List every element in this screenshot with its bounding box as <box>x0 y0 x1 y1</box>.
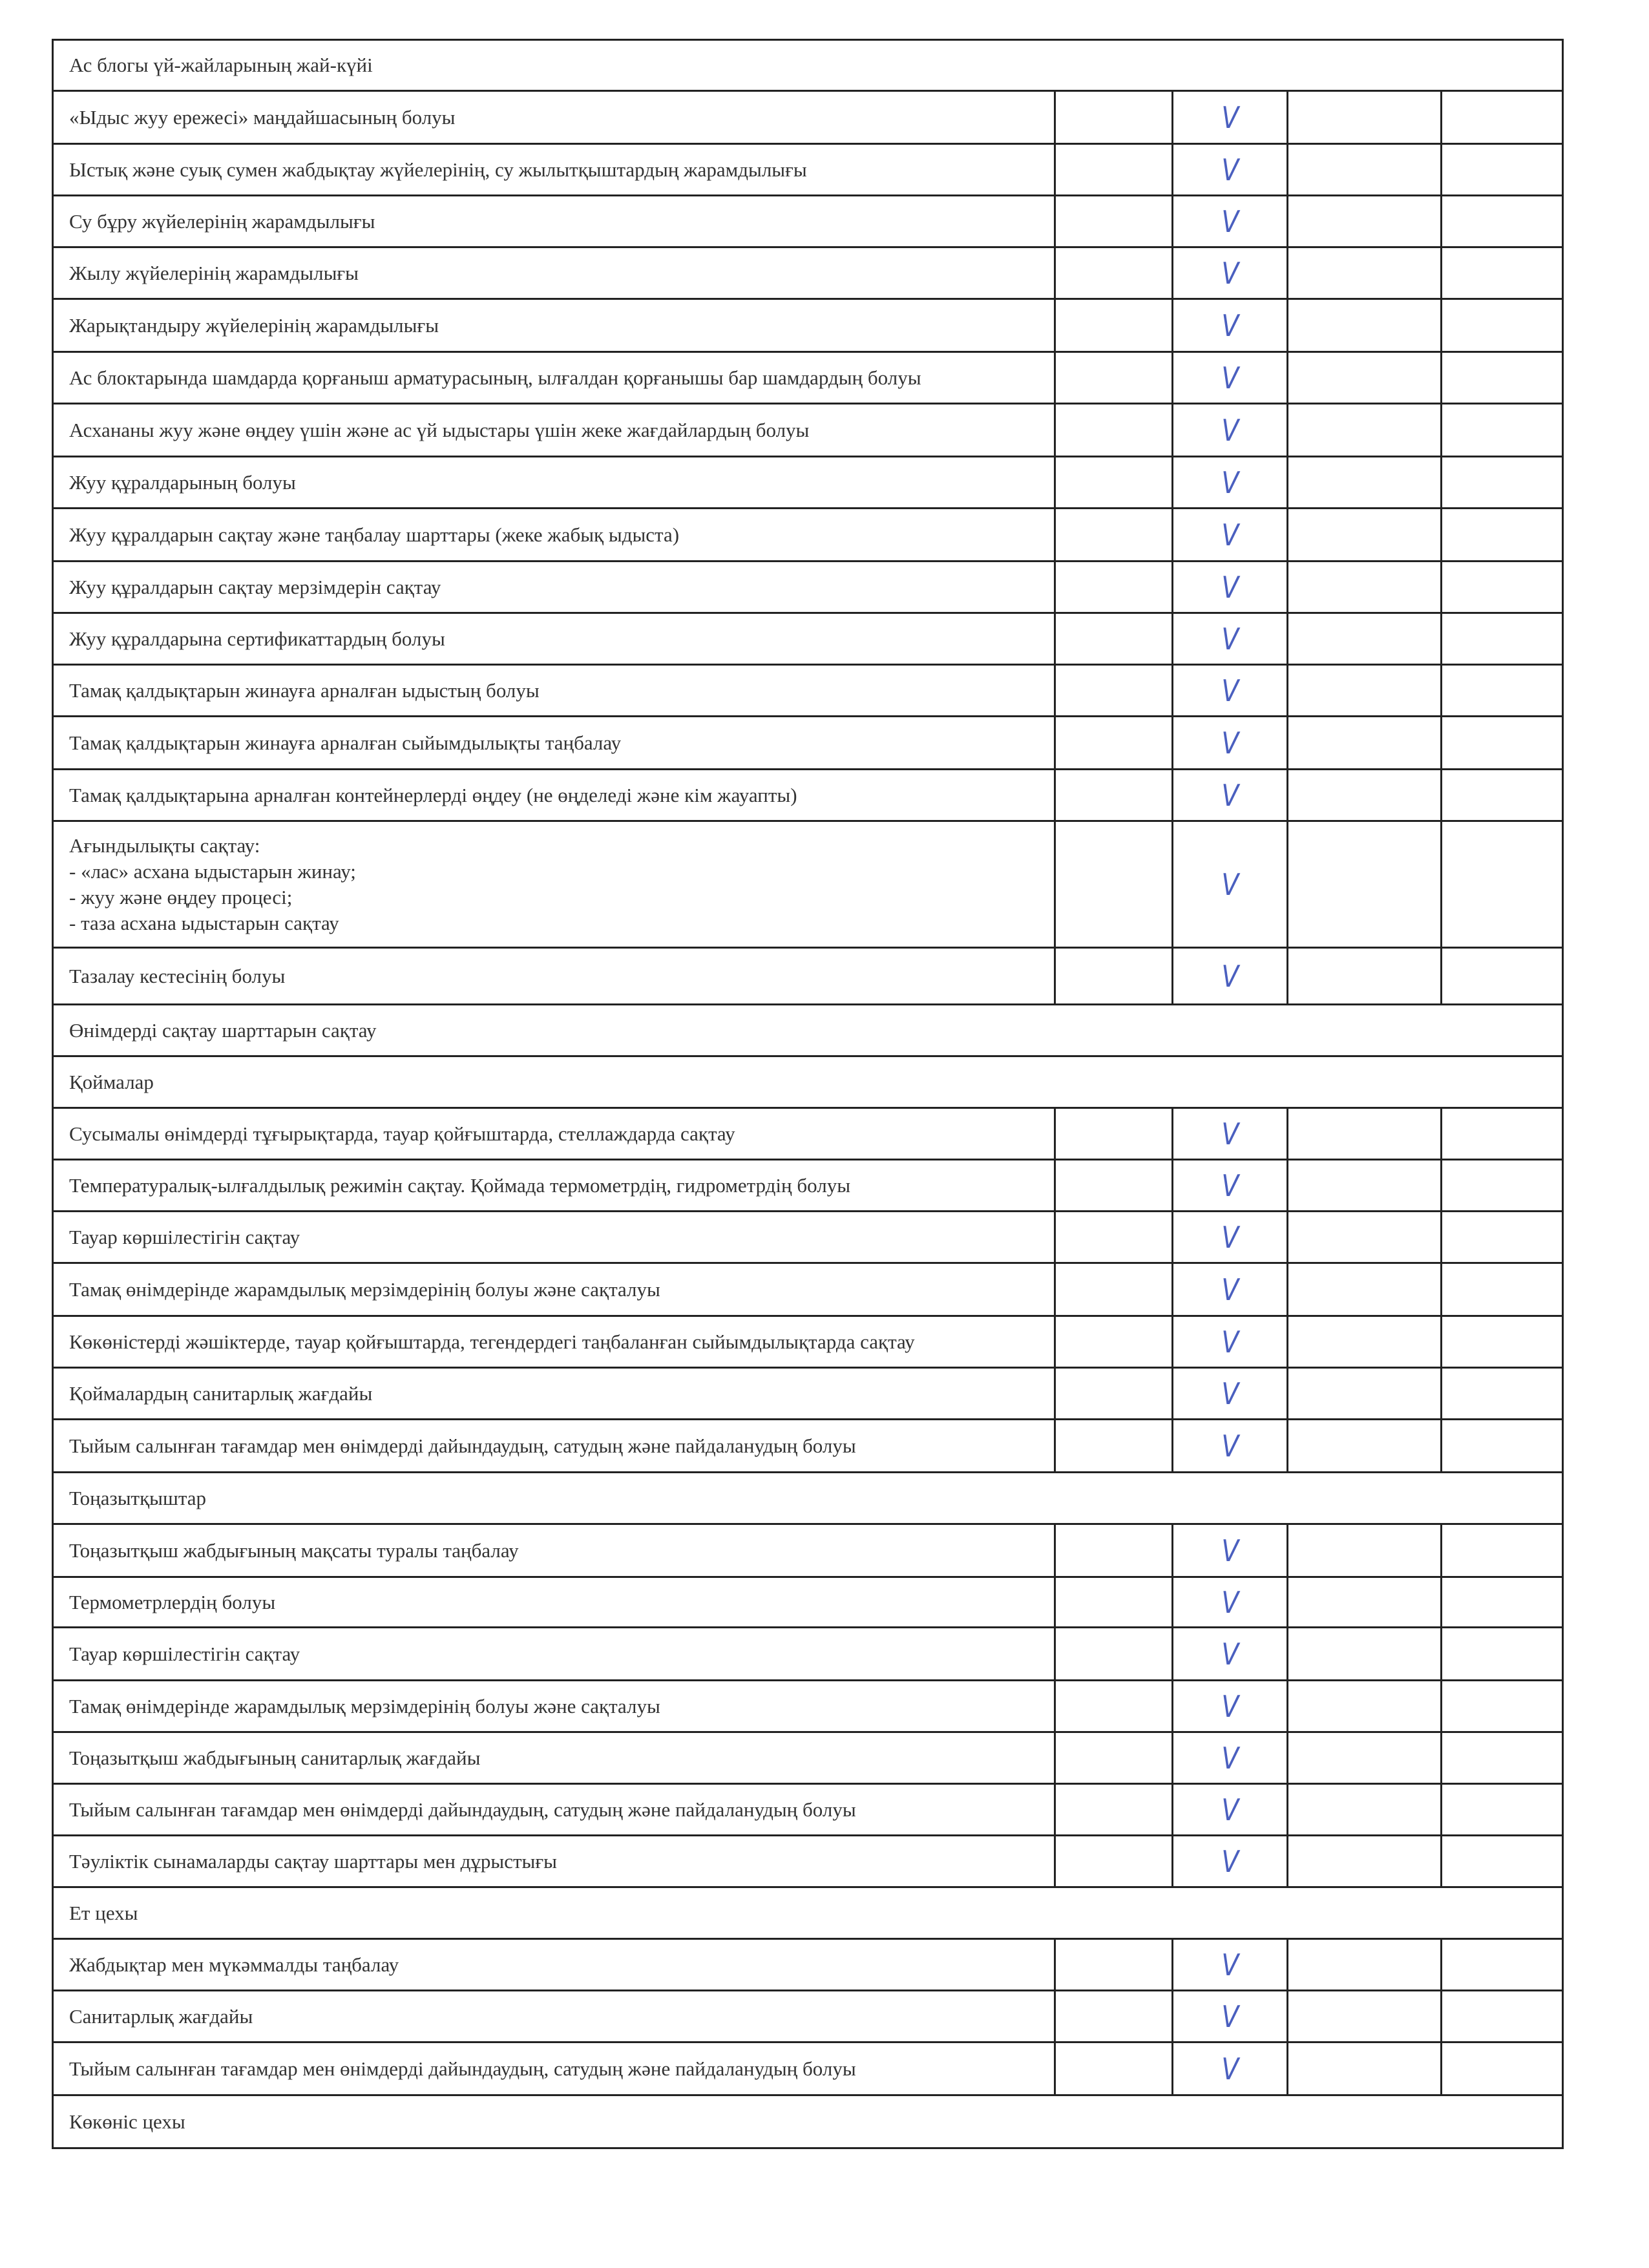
yes-cell <box>1171 300 1287 351</box>
check-mark-icon: V <box>1221 204 1239 239</box>
no-cell <box>1054 196 1171 246</box>
not-applicable-cell <box>1287 822 1440 947</box>
check-mark-icon: V <box>1221 1947 1239 1982</box>
not-applicable-cell <box>1287 145 1440 194</box>
notes-cell <box>1440 196 1562 246</box>
notes-cell <box>1440 1420 1562 1471</box>
checklist-row <box>52 1212 1564 1264</box>
notes-cell <box>1440 822 1562 947</box>
no-cell <box>1054 2043 1171 2094</box>
no-cell <box>1054 509 1171 560</box>
yes-cell <box>1171 2043 1287 2094</box>
notes-cell <box>1440 92 1562 143</box>
criterion-text: Жылу жүйелерінің жарамдылығы <box>69 261 359 284</box>
yes-cell <box>1171 822 1287 947</box>
criterion-text: Жабдықтар мен мүкәммалды таңбалау <box>69 1953 399 1976</box>
not-applicable-cell <box>1287 1160 1440 1210</box>
no-cell <box>1054 404 1171 456</box>
checklist-row <box>52 1836 1564 1888</box>
not-applicable-cell <box>1287 717 1440 768</box>
checklist-row <box>52 353 1564 404</box>
yes-cell <box>1171 949 1287 1003</box>
no-cell <box>1054 1733 1171 1783</box>
check-mark-icon: V <box>1221 255 1239 291</box>
criterion-text: Сусымалы өнімдерді тұғырықтарда, тауар қойғыштарда, стеллаждарда сақтау <box>69 1122 735 1145</box>
yes-cell <box>1171 248 1287 298</box>
check-mark-icon: V <box>1221 777 1239 813</box>
check-mark-icon: V <box>1221 1116 1239 1151</box>
check-mark-icon: V <box>1221 1792 1239 1827</box>
check-mark-icon: V <box>1221 152 1239 187</box>
check-mark-icon: V <box>1221 1843 1239 1879</box>
yes-cell <box>1171 1628 1287 1679</box>
criterion-text: Тамақ қалдықтарын жинауға арналған сыйымдылықты таңбалау <box>69 731 622 754</box>
criterion-text: Тамақ қалдықтарына арналған контейнерлерді өңдеу (не өңделеді және кім жауапты) <box>69 783 797 806</box>
notes-cell <box>1440 1681 1562 1731</box>
criterion-text: Тыйым салынған тағамдар мен өнімдерді дайындаудың, сатудың және пайдаланудың болуы <box>69 1434 856 1457</box>
checklist-row <box>52 2043 1564 2096</box>
check-mark-icon: V <box>1221 412 1239 448</box>
check-mark-icon: V <box>1221 360 1239 395</box>
criterion-text: Тәуліктік сынамаларды сақтау шарттары мен дұрыстығы <box>69 1849 557 1873</box>
section-title: Қоймалар <box>69 1070 154 1093</box>
yes-cell <box>1171 1940 1287 1990</box>
check-mark-icon: V <box>1221 569 1239 605</box>
no-cell <box>1054 300 1171 351</box>
criterion-text: Тоңазытқыш жабдығының санитарлық жағдайы <box>69 1746 481 1769</box>
yes-cell <box>1171 1109 1287 1159</box>
not-applicable-cell <box>1287 1212 1440 1262</box>
checklist-row <box>52 614 1564 666</box>
no-cell <box>1054 1836 1171 1886</box>
section-header-row <box>52 1888 1564 1940</box>
no-cell <box>1054 666 1171 715</box>
checklist-row <box>52 300 1564 353</box>
notes-cell <box>1440 404 1562 456</box>
notes-cell <box>1440 1525 1562 1576</box>
criterion-text: Ағындылықты сақтау: - «лас» асхана ыдыстарын жинау; - жуу және өңдеу процесі; - таза асхана ыдыстарын сақтау <box>69 834 356 934</box>
criterion-text: Тоңазытқыш жабдығының мақсаты туралы таңбалау <box>69 1538 519 1562</box>
not-applicable-cell <box>1287 300 1440 351</box>
notes-cell <box>1440 1317 1562 1367</box>
section-header-row <box>52 1057 1564 1109</box>
not-applicable-cell <box>1287 457 1440 507</box>
yes-cell <box>1171 1264 1287 1315</box>
checklist-row <box>52 1681 1564 1733</box>
criterion-text: Асхананы жуу және өңдеу үшін және ас үй ыдыстары үшін жеке жағдайлардың болуы <box>69 418 810 441</box>
criterion-text: Тауар көршілестігін сақтау <box>69 1642 300 1665</box>
no-cell <box>1054 1681 1171 1731</box>
yes-cell <box>1171 1212 1287 1262</box>
yes-cell <box>1171 404 1287 456</box>
checklist-row <box>52 1628 1564 1681</box>
criterion-text: Ыстық және суық сумен жабдықтау жүйелерінің, су жылытқыштардың жарамдылығы <box>69 158 807 181</box>
no-cell <box>1054 353 1171 403</box>
notes-cell <box>1440 717 1562 768</box>
criterion-text: Тыйым салынған тағамдар мен өнімдерді дайындаудың, сатудың және пайдаланудың болуы <box>69 1798 856 1821</box>
check-mark-icon: V <box>1221 673 1239 708</box>
not-applicable-cell <box>1287 1264 1440 1315</box>
notes-cell <box>1440 509 1562 560</box>
checklist-row <box>52 1160 1564 1212</box>
notes-cell <box>1440 1160 1562 1210</box>
checklist-row <box>52 1578 1564 1628</box>
checklist-row <box>52 562 1564 614</box>
yes-cell <box>1171 1420 1287 1471</box>
not-applicable-cell <box>1287 562 1440 612</box>
not-applicable-cell <box>1287 770 1440 820</box>
notes-cell <box>1440 1212 1562 1262</box>
not-applicable-cell <box>1287 1578 1440 1626</box>
check-mark-icon: V <box>1221 1999 1239 2034</box>
not-applicable-cell <box>1287 614 1440 664</box>
criterion-text: Көкөністерді жәшіктерде, тауар қойғыштарда, тегендердегі таңбаланған сыйымдылықтарда сақтау <box>69 1330 915 1353</box>
check-mark-icon: V <box>1221 725 1239 761</box>
no-cell <box>1054 1991 1171 2041</box>
section-title: Көкөніс цехы <box>69 2110 185 2133</box>
not-applicable-cell <box>1287 248 1440 298</box>
no-cell <box>1054 457 1171 507</box>
notes-cell <box>1440 562 1562 612</box>
not-applicable-cell <box>1287 1628 1440 1679</box>
not-applicable-cell <box>1287 666 1440 715</box>
criterion-text: Тамақ өнімдерінде жарамдылық мерзімдерінің болуы және сақталуы <box>69 1694 660 1717</box>
notes-cell <box>1440 1369 1562 1418</box>
checklist-row <box>52 248 1564 300</box>
notes-cell <box>1440 145 1562 194</box>
notes-cell <box>1440 353 1562 403</box>
section-header-row <box>52 2096 1564 2149</box>
criterion-text: Жуу құралдарының болуы <box>69 470 296 494</box>
checklist-row <box>52 1991 1564 2043</box>
checklist-row <box>52 1317 1564 1369</box>
notes-cell <box>1440 770 1562 820</box>
checklist-row <box>52 666 1564 717</box>
yes-cell <box>1171 614 1287 664</box>
criterion-text: Температуралық-ылғалдылық режимін сақтау. Қоймада термометрдің, гидрометрдің болуы <box>69 1173 851 1197</box>
notes-cell <box>1440 1785 1562 1834</box>
yes-cell <box>1171 1991 1287 2041</box>
not-applicable-cell <box>1287 1525 1440 1576</box>
yes-cell <box>1171 1578 1287 1626</box>
yes-cell <box>1171 196 1287 246</box>
not-applicable-cell <box>1287 509 1440 560</box>
section-header-row <box>52 39 1564 92</box>
checklist-table <box>52 39 1564 2149</box>
criterion-text: Термометрлердің болуы <box>69 1590 276 1613</box>
checklist-row <box>52 1785 1564 1836</box>
check-mark-icon: V <box>1221 866 1239 902</box>
notes-cell <box>1440 2043 1562 2094</box>
not-applicable-cell <box>1287 196 1440 246</box>
criterion-text: Тамақ қалдықтарын жинауға арналған ыдыстың болуы <box>69 678 540 702</box>
not-applicable-cell <box>1287 949 1440 1003</box>
no-cell <box>1054 1940 1171 1990</box>
yes-cell <box>1171 509 1287 560</box>
yes-cell <box>1171 1785 1287 1834</box>
yes-cell <box>1171 1836 1287 1886</box>
section-title: Тоңазытқыштар <box>69 1486 207 1509</box>
not-applicable-cell <box>1287 1681 1440 1731</box>
checklist-row <box>52 145 1564 196</box>
notes-cell <box>1440 457 1562 507</box>
no-cell <box>1054 1525 1171 1576</box>
notes-cell <box>1440 1991 1562 2041</box>
checklist-row <box>52 717 1564 770</box>
check-mark-icon: V <box>1221 517 1239 552</box>
criterion-text: Ас блоктарында шамдарда қорғаныш арматурасының, ылғалдан қорғанышы бар шамдардың болуы <box>69 366 921 389</box>
yes-cell <box>1171 1317 1287 1367</box>
criterion-text: Жуу құралдарын сақтау мерзімдерін сақтау <box>69 575 441 598</box>
notes-cell <box>1440 1264 1562 1315</box>
no-cell <box>1054 949 1171 1003</box>
no-cell <box>1054 1160 1171 1210</box>
not-applicable-cell <box>1287 1420 1440 1471</box>
yes-cell <box>1171 145 1287 194</box>
checklist-row <box>52 1264 1564 1317</box>
notes-cell <box>1440 949 1562 1003</box>
no-cell <box>1054 717 1171 768</box>
not-applicable-cell <box>1287 1369 1440 1418</box>
yes-cell <box>1171 92 1287 143</box>
notes-cell <box>1440 666 1562 715</box>
criterion-text: «Ыдыс жуу ережесі» маңдайшасының болуы <box>69 105 456 129</box>
yes-cell <box>1171 1369 1287 1418</box>
criterion-text: Тамақ өнімдерінде жарамдылық мерзімдерінің болуы және сақталуы <box>69 1277 660 1301</box>
check-mark-icon: V <box>1221 1376 1239 1411</box>
checklist-row <box>52 822 1564 949</box>
notes-cell <box>1440 300 1562 351</box>
checklist-row <box>52 1733 1564 1785</box>
yes-cell <box>1171 770 1287 820</box>
not-applicable-cell <box>1287 1317 1440 1367</box>
notes-cell <box>1440 1940 1562 1990</box>
notes-cell <box>1440 1109 1562 1159</box>
section-title: Өнімдерді сақтау шарттарын сақтау <box>69 1018 377 1042</box>
checklist-row <box>52 1369 1564 1420</box>
yes-cell <box>1171 1681 1287 1731</box>
check-mark-icon: V <box>1221 1219 1239 1255</box>
not-applicable-cell <box>1287 2043 1440 2094</box>
no-cell <box>1054 1264 1171 1315</box>
notes-cell <box>1440 1836 1562 1886</box>
checklist-row <box>52 1109 1564 1160</box>
not-applicable-cell <box>1287 1109 1440 1159</box>
notes-cell <box>1440 1578 1562 1626</box>
check-mark-icon: V <box>1221 621 1239 656</box>
criterion-text: Тыйым салынған тағамдар мен өнімдерді дайындаудың, сатудың және пайдаланудың болуы <box>69 2057 856 2080</box>
no-cell <box>1054 1420 1171 1471</box>
notes-cell <box>1440 614 1562 664</box>
no-cell <box>1054 145 1171 194</box>
criterion-text: Санитарлық жағдайы <box>69 2004 253 2028</box>
check-mark-icon: V <box>1221 1636 1239 1672</box>
criterion-text: Қоймалардың санитарлық жағдайы <box>69 1381 373 1405</box>
no-cell <box>1054 614 1171 664</box>
checklist-row <box>52 1525 1564 1578</box>
not-applicable-cell <box>1287 92 1440 143</box>
checklist-row <box>52 509 1564 562</box>
not-applicable-cell <box>1287 1836 1440 1886</box>
not-applicable-cell <box>1287 1991 1440 2041</box>
not-applicable-cell <box>1287 1785 1440 1834</box>
no-cell <box>1054 1628 1171 1679</box>
not-applicable-cell <box>1287 353 1440 403</box>
no-cell <box>1054 1109 1171 1159</box>
not-applicable-cell <box>1287 1733 1440 1783</box>
no-cell <box>1054 1369 1171 1418</box>
check-mark-icon: V <box>1221 1584 1239 1620</box>
check-mark-icon: V <box>1221 1740 1239 1776</box>
yes-cell <box>1171 717 1287 768</box>
check-mark-icon: V <box>1221 1533 1239 1568</box>
check-mark-icon: V <box>1221 1324 1239 1360</box>
check-mark-icon: V <box>1221 100 1239 135</box>
no-cell <box>1054 822 1171 947</box>
criterion-text: Жуу құралдарын сақтау және таңбалау шарттары (жеке жабық ыдыста) <box>69 523 680 546</box>
notes-cell <box>1440 1733 1562 1783</box>
not-applicable-cell <box>1287 1940 1440 1990</box>
yes-cell <box>1171 666 1287 715</box>
check-mark-icon: V <box>1221 308 1239 343</box>
criterion-text: Су бұру жүйелерінің жарамдылығы <box>69 209 375 233</box>
checklist-row <box>52 196 1564 248</box>
yes-cell <box>1171 1160 1287 1210</box>
criterion-text: Жарықтандыру жүйелерінің жарамдылығы <box>69 313 439 337</box>
no-cell <box>1054 562 1171 612</box>
yes-cell <box>1171 353 1287 403</box>
no-cell <box>1054 1785 1171 1834</box>
section-title: Ас блогы үй-жайларының жай-күйі <box>69 54 373 76</box>
check-mark-icon: V <box>1221 1272 1239 1307</box>
no-cell <box>1054 770 1171 820</box>
check-mark-icon: V <box>1221 958 1239 994</box>
yes-cell <box>1171 562 1287 612</box>
yes-cell <box>1171 457 1287 507</box>
criterion-text: Жуу құралдарына сертификаттардың болуы <box>69 627 445 650</box>
not-applicable-cell <box>1287 404 1440 456</box>
check-mark-icon: V <box>1221 1688 1239 1724</box>
notes-cell <box>1440 1628 1562 1679</box>
criterion-text: Тазалау кестесінің болуы <box>69 964 286 987</box>
checklist-row <box>52 1420 1564 1473</box>
check-mark-icon: V <box>1221 465 1239 500</box>
yes-cell <box>1171 1525 1287 1576</box>
notes-cell <box>1440 248 1562 298</box>
section-header-row <box>52 1005 1564 1057</box>
criterion-text: Тауар көршілестігін сақтау <box>69 1225 300 1248</box>
check-mark-icon: V <box>1221 1168 1239 1203</box>
checklist-row <box>52 949 1564 1005</box>
checklist-row <box>52 457 1564 509</box>
no-cell <box>1054 248 1171 298</box>
checklist-row <box>52 770 1564 822</box>
check-mark-icon: V <box>1221 1428 1239 1464</box>
checklist-row <box>52 1940 1564 1991</box>
no-cell <box>1054 1578 1171 1626</box>
check-mark-icon: V <box>1221 2051 1239 2086</box>
section-header-row <box>52 1473 1564 1525</box>
checklist-row <box>52 404 1564 457</box>
section-title: Ет цехы <box>69 1901 138 1924</box>
no-cell <box>1054 92 1171 143</box>
checklist-row <box>52 92 1564 145</box>
no-cell <box>1054 1317 1171 1367</box>
yes-cell <box>1171 1733 1287 1783</box>
no-cell <box>1054 1212 1171 1262</box>
